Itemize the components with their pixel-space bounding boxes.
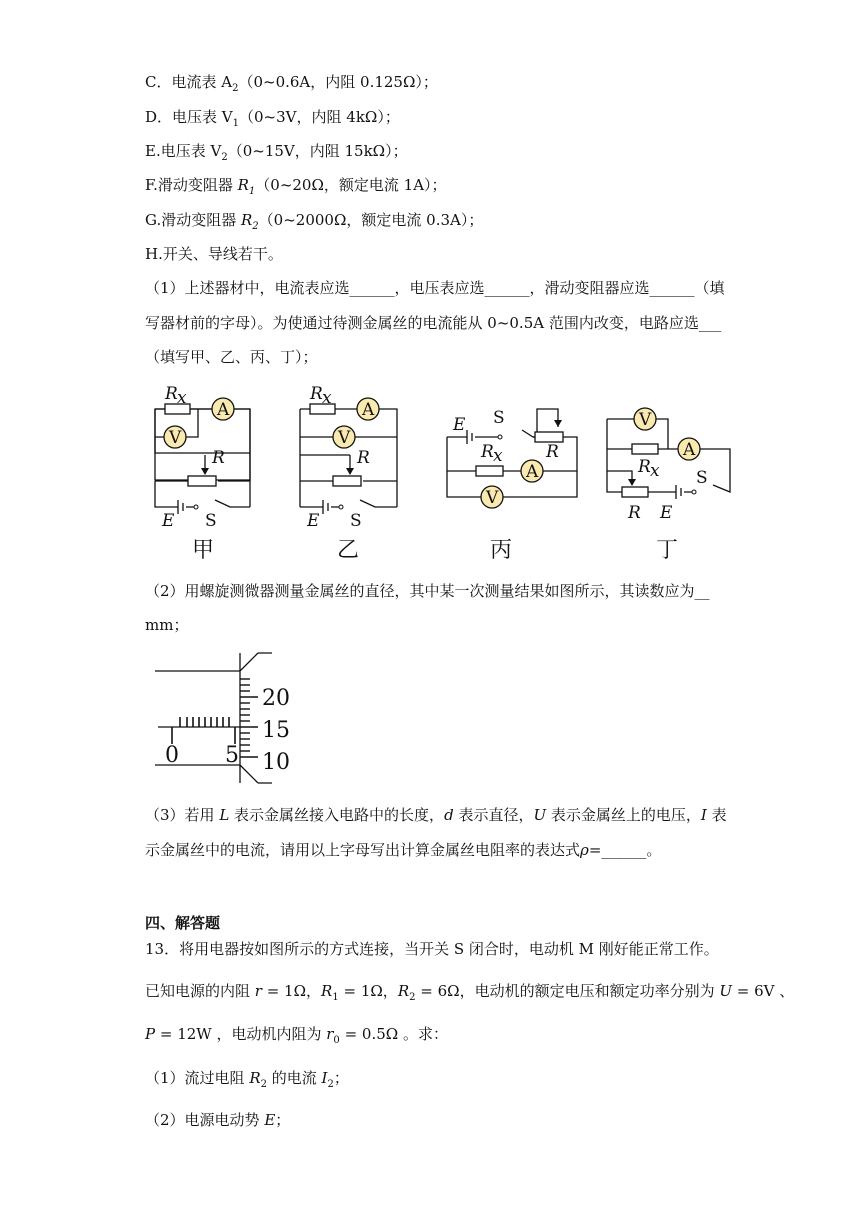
option-g-sub: 2 xyxy=(252,221,259,232)
rx-label: R xyxy=(481,442,494,462)
q13-sub: 2 xyxy=(260,1079,267,1090)
q3-text: =______。 xyxy=(588,841,662,859)
voltmeter-label: V xyxy=(338,428,351,448)
q13-var-r2: R xyxy=(397,982,410,1000)
q13-sub: 2 xyxy=(327,1079,334,1090)
rheostat xyxy=(535,432,563,442)
option-f-sub: 1 xyxy=(248,186,256,197)
option-f-symbol: R xyxy=(237,176,249,194)
thimble-label-15: 15 xyxy=(262,718,290,743)
voltmeter-label: V xyxy=(169,428,182,448)
rx-sub: x xyxy=(322,388,332,408)
option-d-text: D．电压表 V xyxy=(145,108,233,126)
q13-var-e: E xyxy=(264,1111,276,1129)
voltmeter-label: V xyxy=(639,410,652,430)
option-h: H.开关、导线若干。 xyxy=(145,245,283,263)
q3-text: 表 xyxy=(706,806,727,824)
q3-var-l: L xyxy=(219,806,230,824)
circuit-jia xyxy=(155,384,250,563)
q13-text: ； xyxy=(333,1069,349,1087)
q3-text: 表示金属丝上的电压， xyxy=(546,806,701,824)
circuit-caption: 丙 xyxy=(490,538,513,563)
q3-text: 表示直径， xyxy=(453,806,534,824)
s-label: S xyxy=(350,511,362,531)
q13-text: = 6Ω，电动机的额定电压和额定功率分别为 xyxy=(415,982,720,1000)
q3-var-u: U xyxy=(533,806,547,824)
option-e-rest: （0~15V，内阻 15kΩ）； xyxy=(227,142,408,160)
q3-line2 xyxy=(145,840,661,860)
option-c xyxy=(145,72,438,99)
circuit-caption: 乙 xyxy=(337,538,360,563)
q13-text: = 6V 、 xyxy=(732,982,795,1000)
q13-sub: 1 xyxy=(332,992,339,1003)
ammeter-label: A xyxy=(362,400,375,420)
main-scale-ticks xyxy=(172,717,235,744)
q13-text: （2）电源电动势 xyxy=(145,1111,265,1129)
r-label: R xyxy=(546,442,559,462)
q13-var-i2: I xyxy=(321,1069,328,1087)
section-heading: 四、解答题 xyxy=(145,914,221,932)
q13-var-r2: R xyxy=(249,1069,261,1087)
q2-line1: （2）用螺旋测微器测量金属丝的直径，其中某一次测量结果如图所示，其读数应为__ xyxy=(145,582,710,600)
rheostat xyxy=(188,476,216,486)
q13-text: 的电流 xyxy=(266,1069,322,1087)
e-label: E xyxy=(162,511,175,531)
q13-var-r: r xyxy=(254,982,262,1000)
q3-line1 xyxy=(145,805,727,825)
option-d xyxy=(145,107,400,134)
rx-label: R xyxy=(165,384,178,404)
q3-var-i: I xyxy=(700,806,707,824)
rheostat xyxy=(333,476,361,486)
option-d-sub: 1 xyxy=(232,118,240,129)
q13-line2 xyxy=(145,981,794,1008)
circuit-caption: 甲 xyxy=(192,538,215,563)
option-e-sub: 2 xyxy=(221,152,228,163)
circuit-diagrams xyxy=(0,375,860,575)
option-g-text: G.滑动变阻器 xyxy=(145,211,241,229)
s-label: S xyxy=(205,511,217,531)
option-d-rest: （0~3V，内阻 4kΩ）； xyxy=(239,108,400,126)
option-g xyxy=(145,210,483,237)
option-c-sub: 2 xyxy=(232,83,239,94)
e-label: E xyxy=(307,511,320,531)
rx-resistor xyxy=(476,466,503,476)
q1-line1: （1）上述器材中，电流表应选______，电压表应选______，滑动变阻器应选______（填 xyxy=(145,279,725,297)
s-label: S xyxy=(493,408,505,428)
e-label: E xyxy=(660,503,673,523)
q1-line3: （填写甲、乙、丙、丁）； xyxy=(145,348,318,366)
option-c-rest: （0~0.6A，内阻 0.125Ω）； xyxy=(238,73,438,91)
q13-line1: 13．将用电器按如图所示的方式连接，当开关 S 闭合时，电动机 M 刚好能正常工作。 xyxy=(145,940,719,958)
q13-text: = 0.5Ω 。求： xyxy=(339,1025,448,1043)
rx-sub: x xyxy=(650,461,660,481)
option-f-text: F.滑动变阻器 xyxy=(145,176,238,194)
q1-line2: 写器材前的字母）。为使通过待测金属丝的电流能从 0~0.5A 范围内改变，电路应选___ xyxy=(145,314,722,332)
s-label: S xyxy=(696,468,708,488)
circuit-yi xyxy=(300,384,397,563)
rheostat xyxy=(622,487,648,497)
q13-sub: 0 xyxy=(333,1035,340,1046)
circuit-ding xyxy=(607,408,730,563)
circuit-bing xyxy=(447,408,577,563)
thimble-ticks xyxy=(240,679,258,757)
rx-sub: x xyxy=(177,388,187,408)
thimble-label-10: 10 xyxy=(262,750,290,775)
q13-sub: 2 xyxy=(409,992,416,1003)
rx-label: R xyxy=(638,457,651,477)
q13-sub1 xyxy=(145,1068,349,1095)
q13-text: （1）流过电阻 xyxy=(145,1069,250,1087)
rx-resistor xyxy=(632,444,658,454)
voltmeter-label: V xyxy=(486,488,499,508)
q3-var-rho: ρ xyxy=(580,841,589,859)
thimble-label-20: 20 xyxy=(262,686,290,711)
r-label: R xyxy=(357,448,370,468)
q13-text: = 1Ω， xyxy=(338,982,398,1000)
q13-var-r1: R xyxy=(321,982,333,1000)
q13-line3 xyxy=(145,1024,448,1051)
ammeter-label: A xyxy=(217,400,230,420)
q3-text: 示金属丝中的电流，请用以上字母写出计算金属丝电阻率的表达式 xyxy=(145,841,581,859)
option-c-text: C．电流表 A xyxy=(145,73,233,91)
q3-text: 表示金属丝接入电路中的长度， xyxy=(229,806,445,824)
ammeter-label: A xyxy=(526,462,539,482)
rx-sub: x xyxy=(493,446,503,466)
r-label: R xyxy=(628,503,641,523)
option-g-rest: （0~2000Ω，额定电流 0.3A）； xyxy=(258,211,484,229)
q3-var-d: d xyxy=(444,806,454,824)
micrometer-figure xyxy=(150,645,350,785)
q13-var-r0: r xyxy=(326,1025,334,1043)
q13-var-u: U xyxy=(719,982,732,1000)
option-e-text: E.电压表 V xyxy=(145,142,222,160)
option-g-symbol: R xyxy=(241,211,253,229)
e-label: E xyxy=(453,415,466,435)
q13-sub2 xyxy=(145,1110,290,1130)
option-f xyxy=(145,175,447,202)
circuit-caption: 丁 xyxy=(656,538,679,563)
main-scale-label-0: 0 xyxy=(165,743,179,768)
option-e xyxy=(145,141,408,168)
q13-text: 已知电源的内阻 xyxy=(145,982,255,1000)
q13-text: ； xyxy=(275,1111,291,1129)
q13-text: = 12W ，电动机内阻为 xyxy=(155,1025,327,1043)
q3-text: （3）若用 xyxy=(145,806,220,824)
r-label: R xyxy=(212,448,225,468)
q13-var-p: P xyxy=(145,1025,156,1043)
rx-label: R xyxy=(310,384,323,404)
q13-text: = 1Ω， xyxy=(261,982,322,1000)
option-f-rest: （0~20Ω，额定电流 1A）； xyxy=(255,176,447,194)
main-scale-label-5: 5 xyxy=(225,743,239,768)
ammeter-label: A xyxy=(683,440,696,460)
q2-line2: mm； xyxy=(145,616,189,634)
